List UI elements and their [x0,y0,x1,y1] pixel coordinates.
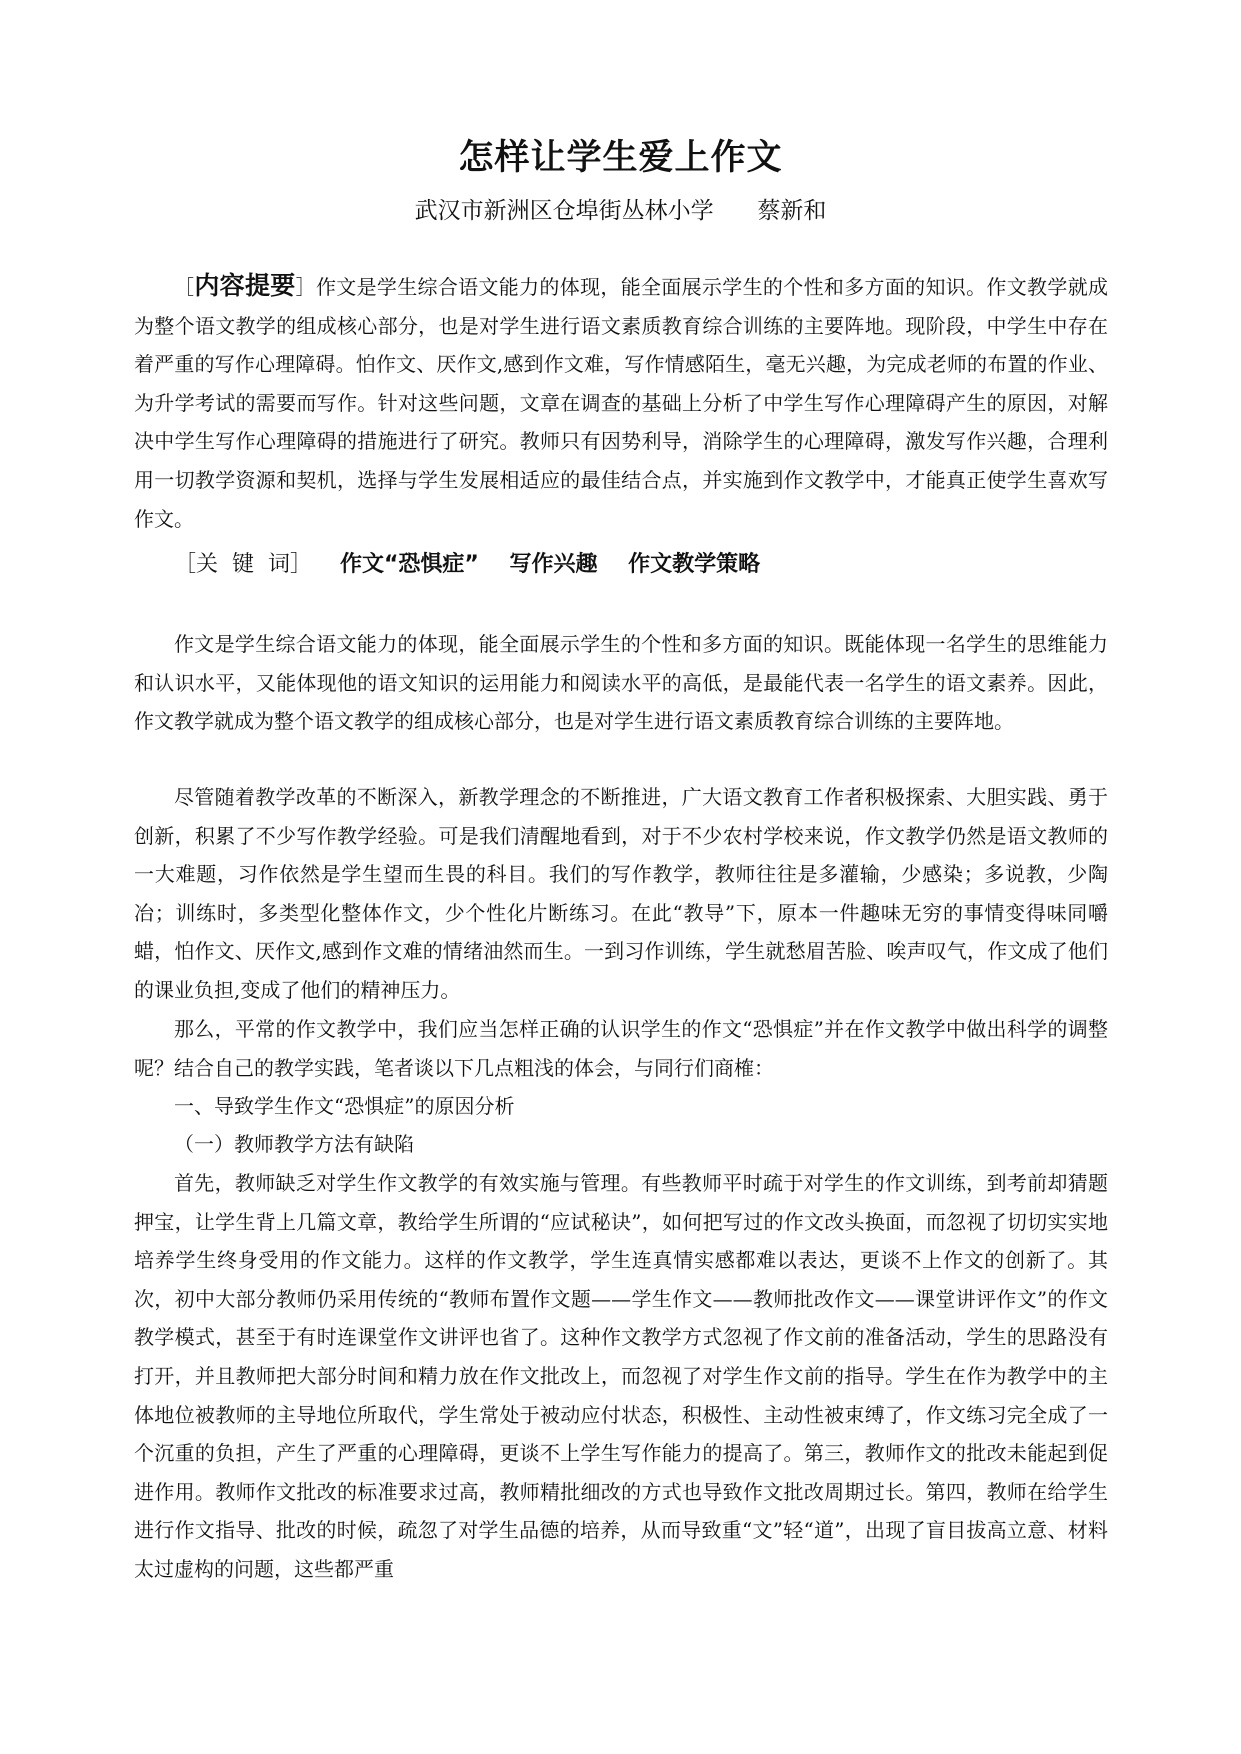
author-line: 武汉市新洲区仓埠街丛林小学 蔡新和 [414,198,827,224]
body-paragraph-2: 尽管随着教学改革的不断深入，新教学理念的不断推进，广大语文教育工作者积极探索、大胆实践、勇于创新，积累了不少写作教学经验。可是我们清醒地看到，对于不少农村学校来说，作文教学仍然是语文教师的一大难题，习作依然是学生望而生畏的科目。我们的写作教学，教师往往是多灌输，少感染；多说教，少陶冶；训练时，多类型化整体作文，少个性化片断练习。在此“教导”下，原本一件趣味无穷的事情变得味同嚼蜡，怕作文、厌作文,感到作文难的情绪油然而生。一到习作训练，学生就愁眉苦脸、唉声叹气，作文成了他们的课业负担,变成了他们的精神压力。 [134,785,1108,1002]
keywords-items: 作文“恐惧症” 写作兴趣 作文教学策略 [339,552,761,577]
page-title: 怎样让学生爱上作文 [458,138,783,178]
subsection-heading-1: （一）教师教学方法有缺陷 [174,1132,414,1156]
body-paragraph-1: 作文是学生综合语文能力的体现，能全面展示学生的个性和多方面的知识。既能体现一名学生的思维能力和认识水平，又能体现他的语文知识的运用能力和阅读水平的高低，是最能代表一名学生的语文素养。因此，作文教学就成为整个语文教学的组成核心部分，也是对学生进行语文素质教育综合训练的主要阵地。 [134,632,1108,734]
abstract-bracket-open: ［ [174,275,195,299]
section-heading-1: 一、导致学生作文“恐惧症”的原因分析 [174,1094,515,1118]
keywords-label: ［关 键 词］ [174,552,312,577]
keywords-line [174,545,760,585]
body-paragraph-4: 首先，教师缺乏对学生作文教学的有效实施与管理。有些教师平时疏于对学生的作文训练，到考前却猜题押宝，让学生背上几篇文章，教给学生所谓的“应试秘诀”，如何把写过的作文改头换面，而忽视了切切实实地培养学生终身受用的作文能力。这样的作文教学，学生连真情实感都难以表达，更谈不上作文的创新了。其次，初中大部分教师仍采用传统的“教师布置作文题——学生作文——教师批改作文——课堂讲评作文”的作文教学模式，甚至于有时连课堂作文讲评也省了。这种作文教学方式忽视了作文前的准备活动，学生的思路没有打开，并且教师把大部分时间和精力放在作文批改上，而忽视了对学生作文前的指导。学生在作为教学中的主体地位被教师的主导地位所取代，学生常处于被动应付状态，积极性、主动性被束缚了，作文练习完全成了一个沉重的负担，产生了严重的心理障碍，更谈不上学生写作能力的提高了。第三，教师作文的批改未能起到促进作用。教师作文批改的标准要求过高，教师精批细改的方式也导致作文批改周期过长。第四，教师在给学生进行作文指导、批改的时候，疏忽了对学生品德的培养，从而导致重“文”轻“道”，出现了盲目拔高立意、材料太过虚构的问题，这些都严重 [134,1171,1108,1581]
abstract-label: 内容提要 [194,271,296,300]
abstract-text: 作文是学生综合语文能力的体现，能全面展示学生的个性和多方面的知识。作文教学就成为整个语文教学的组成核心部分，也是对学生进行语文素质教育综合训练的主要阵地。现阶段，中学生中存在着严重的写作心理障碍。怕作文、厌作文,感到作文难，写作情感陌生，毫无兴趣，为完成老师的布置的作业、为升学考试的需要而写作。针对这些问题，文章在调查的基础上分析了中学生写作心理障碍产生的原因，对解决中学生写作心理障碍的措施进行了研究。教师只有因势利导，消除学生的心理障碍，激发写作兴趣，合理利用一切教学资源和契机，选择与学生发展相适应的最佳结合点，并实施到作文教学中，才能真正使学生喜欢写作文。 [134,275,1109,531]
body-paragraph-3: 那么，平常的作文教学中，我们应当怎样正确的认识学生的作文“恐惧症”并在作文教学中做出科学的调整呢？结合自己的教学实践，笔者谈以下几点粗浅的体会，与同行们商榷： [134,1017,1108,1080]
abstract-paragraph [134,267,1108,538]
abstract-bracket-close: ］ [295,275,316,299]
